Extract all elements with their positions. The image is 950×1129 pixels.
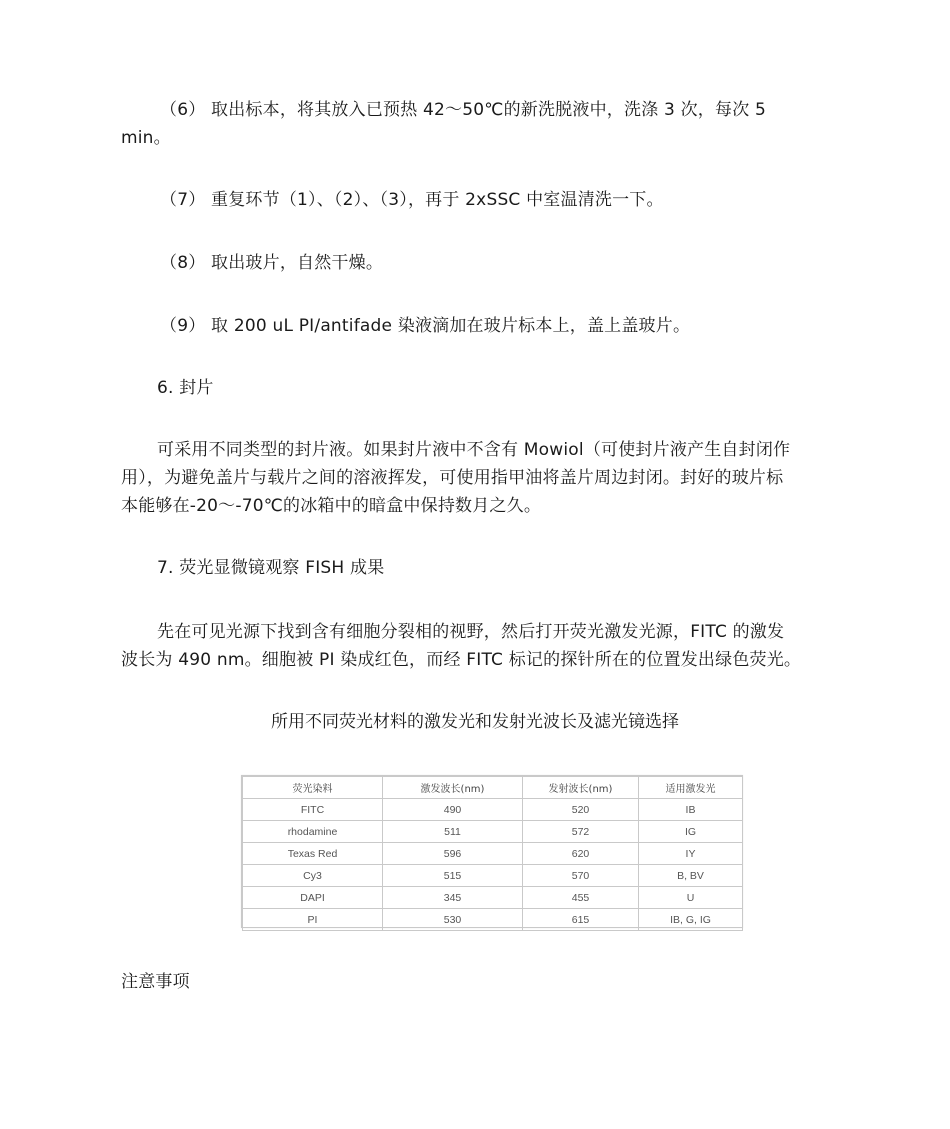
- cell-emission: 570: [523, 865, 639, 887]
- observation-para-line-2: 波长为 490 nm。细胞被 PI 染成红色，而经 FITC 标记的探针所在的位置发出绿色荧光。: [121, 650, 802, 670]
- fluorophore-table: [242, 776, 743, 931]
- cell-filter: B, BV: [639, 865, 743, 887]
- cell-excitation: 345: [383, 887, 523, 909]
- table-row: [243, 865, 743, 887]
- cell-filter: IY: [639, 843, 743, 865]
- cell-emission: 520: [523, 799, 639, 821]
- cell-emission: 620: [523, 843, 639, 865]
- header-dye: 荧光染料: [243, 777, 383, 799]
- step-6-line-2: min。: [121, 128, 171, 148]
- fluorophore-table-image: [241, 775, 743, 928]
- cell-emission: 455: [523, 887, 639, 909]
- mounting-para-line-2: 用），为避免盖片与载片之间的溶液挥发，可使用指甲油将盖片周边封闭。封好的玻片标: [121, 468, 784, 488]
- table-row: [243, 821, 743, 843]
- table-row: [243, 799, 743, 821]
- cell-excitation: 596: [383, 843, 523, 865]
- table-header-row: [243, 777, 743, 799]
- step-8: （8） 取出玻片，自然干燥。: [160, 253, 384, 273]
- cell-filter: IG: [639, 821, 743, 843]
- table-row: [243, 909, 743, 931]
- table-caption: 所用不同荧光材料的激发光和发射光波长及滤光镜选择: [271, 712, 679, 732]
- notes-heading: 注意事项: [121, 972, 190, 992]
- section-heading-mounting: 6. 封片: [157, 378, 214, 398]
- header-filter: 适用激发光: [639, 777, 743, 799]
- cell-excitation: 511: [383, 821, 523, 843]
- table-row: [243, 843, 743, 865]
- cell-emission: 615: [523, 909, 639, 931]
- mounting-para-line-1: 可采用不同类型的封片液。如果封片液中不含有 Mowiol（可使封片液产生自封闭作: [157, 440, 791, 460]
- cell-dye: PI: [243, 909, 383, 931]
- header-emission: 发射波长(nm): [523, 777, 639, 799]
- step-9: （9） 取 200 uL PI/antifade 染液滴加在玻片标本上，盖上盖玻片。: [160, 316, 691, 336]
- step-6-line-1: （6） 取出标本，将其放入已预热 42～50℃的新洗脱液中，洗涤 3 次，每次 5: [160, 100, 767, 120]
- cell-filter: IB: [639, 799, 743, 821]
- cell-dye: DAPI: [243, 887, 383, 909]
- cell-excitation: 490: [383, 799, 523, 821]
- cell-excitation: 515: [383, 865, 523, 887]
- step-7: （7） 重复环节（1）、（2）、（3），再于 2xSSC 中室温清洗一下。: [160, 190, 664, 210]
- header-excitation: 激发波长(nm): [383, 777, 523, 799]
- mounting-para-line-3: 本能够在-20～-70℃的冰箱中的暗盒中保持数月之久。: [121, 496, 542, 516]
- cell-dye: Texas Red: [243, 843, 383, 865]
- cell-filter: U: [639, 887, 743, 909]
- cell-filter: IB, G, IG: [639, 909, 743, 931]
- observation-para-line-1: 先在可见光源下找到含有细胞分裂相的视野，然后打开荧光激发光源，FITC 的激发: [157, 622, 785, 642]
- cell-dye: Cy3: [243, 865, 383, 887]
- section-heading-observation: 7. 荧光显微镜观察 FISH 成果: [157, 558, 385, 578]
- cell-dye: rhodamine: [243, 821, 383, 843]
- cell-dye: FITC: [243, 799, 383, 821]
- cell-emission: 572: [523, 821, 639, 843]
- cell-excitation: 530: [383, 909, 523, 931]
- table-row: [243, 887, 743, 909]
